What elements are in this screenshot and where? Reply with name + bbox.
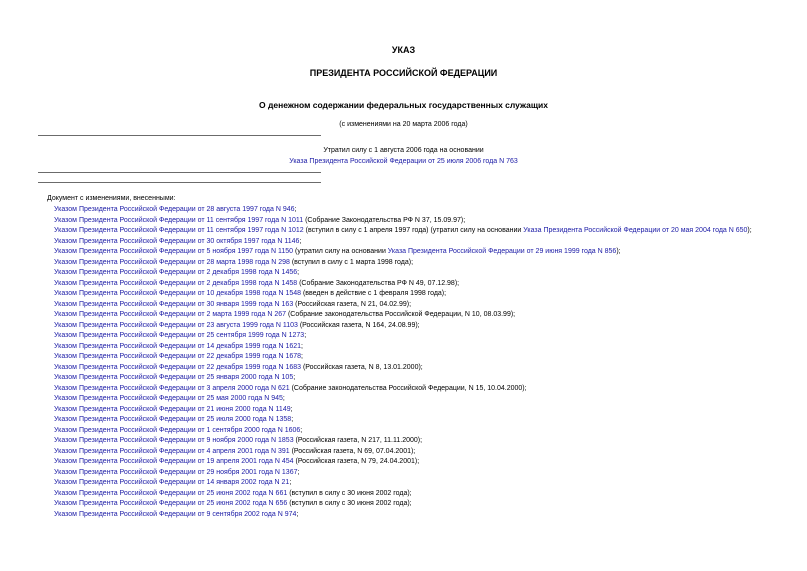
amendment-decree-link[interactable]: Указом Президента Российской Федерации от 30 января 1999 года N 163 <box>54 300 294 308</box>
amendment-note: (Собрание Законодательства РФ N 49, 07.12.98); <box>297 279 460 287</box>
amendment-note: (вступил в силу с 30 июня 2002 года); <box>287 500 412 507</box>
amendment-decree-link[interactable]: Указом Президента Российской Федерации от 11 сентября 1997 года N 1011 <box>54 216 304 224</box>
list-item <box>38 321 773 332</box>
amendment-decree-link[interactable]: Указом Президента Российской Федерации от 22 декабря 1999 года N 1683 <box>54 363 302 371</box>
amendment-note: (Российская газета, N 164, 24.08.99); <box>297 321 420 329</box>
list-item <box>38 300 773 311</box>
amendment-decree-link[interactable]: Указом Президента Российской Федерации от 4 апреля 2001 года N 391 <box>54 447 290 455</box>
amendment-decree-link[interactable]: Указом Президента Российской Федерации от 30 октября 1997 года N 1146 <box>54 237 300 245</box>
amendment-note: (Собрание законодательства Российской Федерации, N 15, 10.04.2000); <box>289 384 527 392</box>
lost-force-basis <box>0 158 807 165</box>
list-item <box>38 426 773 437</box>
amendment-note: ; <box>297 269 300 276</box>
amendment-note: (Собрание законодательства Российской Федерации, N 10, 08.03.99); <box>286 311 516 318</box>
amendments-intro: Документ с изменениями, внесенными: <box>47 195 176 202</box>
document-title: УКАЗ <box>391 45 416 55</box>
amendment-note-end: ); <box>616 248 621 255</box>
amendment-decree-link[interactable]: Указом Президента Российской Федерации от 19 апреля 2001 года N 454 <box>54 458 294 465</box>
amendment-decree-link[interactable]: Указом Президента Российской Федерации от 2 декабря 1998 года N 1456 <box>54 269 298 276</box>
amendments-note: (с изменениями на 20 марта 2006 года) <box>339 121 468 128</box>
list-item <box>38 289 773 300</box>
list-item <box>38 478 773 489</box>
list-item <box>38 415 773 426</box>
list-item <box>38 268 773 279</box>
document-issuer: ПРЕЗИДЕНТА РОССИЙСКОЙ ФЕДЕРАЦИИ <box>309 68 498 78</box>
list-item <box>38 468 773 479</box>
amendment-note: (вступил в силу с 30 июня 2002 года); <box>287 489 412 497</box>
list-item <box>38 279 773 290</box>
amendment-decree-link[interactable]: Указом Президента Российской Федерации от 28 августа 1997 года N 946 <box>54 206 295 213</box>
list-item <box>38 373 773 384</box>
amendment-decree-link[interactable]: Указом Президента Российской Федерации от 9 ноября 2000 года N 1853 <box>54 437 294 444</box>
divider <box>38 172 321 173</box>
list-item <box>38 394 773 405</box>
amendment-decree-link[interactable]: Указом Президента Российской Федерации от 21 июня 2000 года N 1149 <box>54 405 291 413</box>
amendment-decree-link[interactable]: Указом Президента Российской Федерации от 25 июля 2000 года N 1358 <box>54 416 292 423</box>
amendment-note: (введен в действие с 1 февраля 1998 года); <box>301 290 447 297</box>
amendments-list <box>38 205 773 520</box>
amendment-note: (Российская газета, N 79, 24.04.2001); <box>293 458 420 465</box>
amendment-note: (Российская газета, N 217, 11.11.2000); <box>293 437 423 444</box>
amendment-note: (Собрание Законодательства РФ N 37, 15.09.97); <box>303 216 466 224</box>
list-item <box>38 457 773 468</box>
amendment-decree-link[interactable]: Указом Президента Российской Федерации от 9 сентября 2002 года N 974 <box>54 510 297 518</box>
repeal-decree-link[interactable]: Указа Президента Российской Федерации от 29 июня 1999 года N 856 <box>387 248 617 255</box>
amendment-decree-link[interactable]: Указом Президента Российской Федерации от 25 сентября 1999 года N 1273 <box>54 332 305 339</box>
amendment-decree-link[interactable]: Указом Президента Российской Федерации от 23 августа 1999 года N 1103 <box>54 321 298 329</box>
list-item <box>38 205 773 216</box>
list-item <box>38 342 773 353</box>
list-item <box>38 447 773 458</box>
lost-force-note: Утратил силу с 1 августа 2006 года на основании <box>323 147 484 154</box>
amendment-decree-link[interactable]: Указом Президента Российской Федерации от 5 ноября 1997 года N 1150 <box>54 248 294 255</box>
list-item <box>38 331 773 342</box>
amendment-note: ; <box>293 374 296 381</box>
amendment-note: ; <box>300 426 303 434</box>
amendment-decree-link[interactable]: Указом Президента Российской Федерации от 10 декабря 1998 года N 1548 <box>54 290 302 297</box>
amendment-decree-link[interactable]: Указом Президента Российской Федерации от 29 ноября 2001 года N 1367 <box>54 468 298 476</box>
list-item <box>38 258 773 269</box>
amendment-note: (утратил силу на основании <box>293 248 388 255</box>
list-item <box>38 510 773 521</box>
list-item <box>38 352 773 363</box>
amendment-decree-link[interactable]: Указом Президента Российской Федерации от 25 июня 2002 года N 661 <box>54 489 288 497</box>
amendment-decree-link[interactable]: Указом Президента Российской Федерации от 14 декабря 1999 года N 1621 <box>54 342 302 350</box>
amendment-note: (Российская газета, N 21, 04.02.99); <box>293 300 412 308</box>
list-item <box>38 363 773 374</box>
list-item <box>38 405 773 416</box>
amendment-note: ; <box>301 353 303 360</box>
amendment-note: (Российская газета, N 69, 07.04.2001); <box>289 447 416 455</box>
list-item <box>38 310 773 321</box>
amendment-note: ; <box>282 395 285 402</box>
amendment-note: ; <box>289 479 292 486</box>
list-item <box>38 216 773 227</box>
document-heading: О денежном содержании федеральных государственных служащих <box>259 100 548 110</box>
amendment-decree-link[interactable]: Указом Президента Российской Федерации от 25 января 2000 года N 105 <box>54 374 294 381</box>
amendment-decree-link[interactable]: Указом Президента Российской Федерации от 1 сентября 2000 года N 1606 <box>54 426 301 434</box>
amendment-decree-link[interactable]: Указом Президента Российской Федерации от 28 марта 1998 года N 298 <box>54 258 290 266</box>
list-item <box>38 436 773 447</box>
amendment-note: ; <box>297 468 300 476</box>
amendment-note: (вступил в силу с 1 апреля 1997 года) (утратил силу на основании <box>303 227 524 234</box>
amendment-note: (вступил в силу с 1 марта 1998 года); <box>289 258 414 266</box>
amendment-note: ; <box>304 332 307 339</box>
amendment-note: ; <box>290 405 293 413</box>
amendment-note-end: ); <box>747 227 752 234</box>
list-item <box>38 384 773 395</box>
amendment-decree-link[interactable]: Указом Президента Российской Федерации от 3 апреля 2000 года N 621 <box>54 384 290 392</box>
amendment-decree-link[interactable]: Указом Президента Российской Федерации от 22 декабря 1999 года N 1678 <box>54 353 302 360</box>
divider <box>38 182 321 183</box>
amendment-note: ; <box>299 237 302 245</box>
list-item <box>38 247 773 258</box>
amendment-decree-link[interactable]: Указом Президента Российской Федерации от 2 марта 1999 года N 267 <box>54 311 286 318</box>
divider <box>38 135 321 136</box>
amendment-decree-link[interactable]: Указом Президента Российской Федерации от 25 мая 2000 года N 945 <box>54 395 283 402</box>
list-item <box>38 489 773 500</box>
basis-decree-link[interactable]: Указа Президента Российской Федерации от 25 июля 2006 года N 763 <box>289 158 518 165</box>
list-item <box>38 226 773 237</box>
amendment-note: ; <box>291 416 294 423</box>
amendment-note: ; <box>296 510 299 518</box>
amendment-note: (Российская газета, N 8, 13.01.2000); <box>301 363 423 371</box>
list-item <box>38 499 773 510</box>
amendment-note: ; <box>294 206 297 213</box>
amendment-decree-link[interactable]: Указом Президента Российской Федерации от 11 сентября 1997 года N 1012 <box>54 227 304 234</box>
amendment-decree-link[interactable]: Указом Президента Российской Федерации от 2 декабря 1998 года N 1458 <box>54 279 298 287</box>
amendment-decree-link[interactable]: Указом Президента Российской Федерации от 14 января 2002 года N 21 <box>54 479 290 486</box>
amendment-note: ; <box>301 342 303 350</box>
amendment-decree-link[interactable]: Указом Президента Российской Федерации от 25 июня 2002 года N 656 <box>54 500 288 507</box>
repeal-decree-link[interactable]: Указа Президента Российской Федерации от 20 мая 2004 года N 650 <box>523 227 748 234</box>
list-item <box>38 237 773 248</box>
